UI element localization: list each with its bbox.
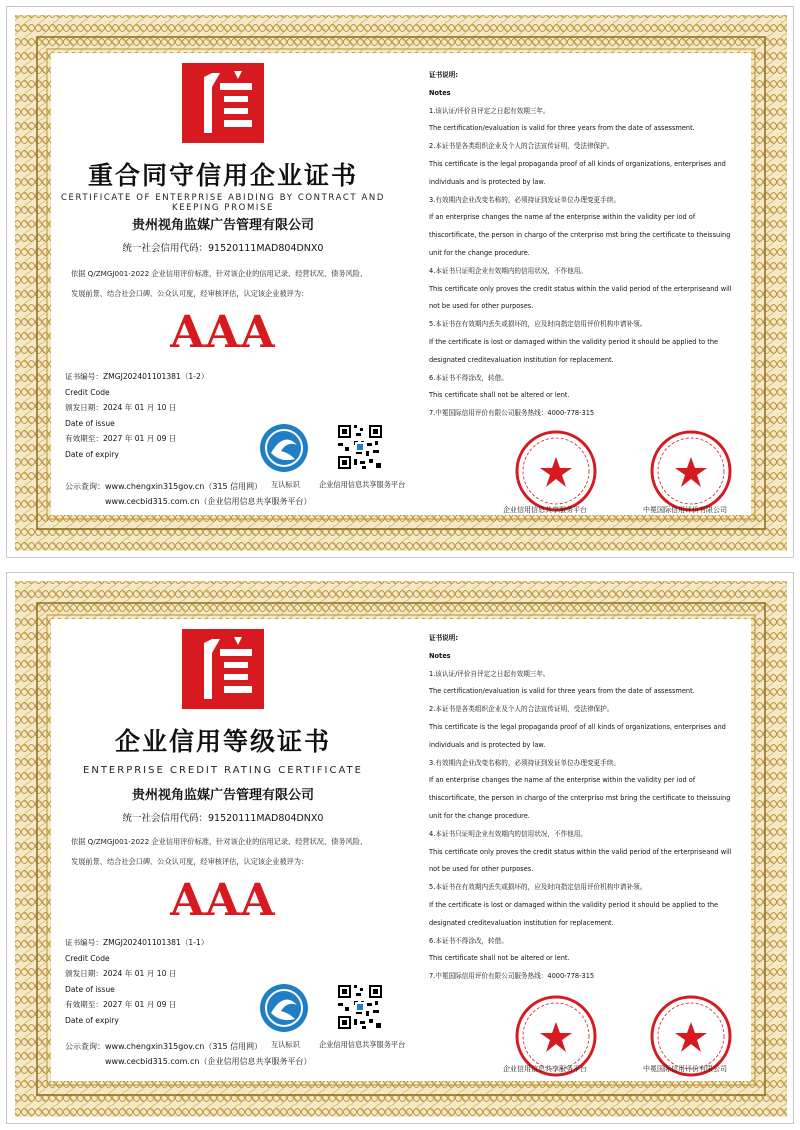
certificate-body xyxy=(51,53,751,515)
issue-date: 颁发日期：2024 年 01 月 10 日 xyxy=(65,969,177,978)
qr-caption: 企业信用信息共享服务平台 xyxy=(319,480,406,489)
qr-code-icon xyxy=(336,983,384,1031)
certificate-subtitle: ENTERPRISE CREDIT RATING CERTIFICATE xyxy=(83,765,363,776)
red-seal-stamp-icon xyxy=(649,429,733,513)
expiry-date-en: Date of expiry xyxy=(65,1015,119,1025)
rating-basis: 依据 Q/ZMGJ001-2022 企业信用评价标准，针对该企业的信用记录、经营状况、债务风险、 发展前景、结合社会口碑、公众认可度，经审核评估，认定该企业被评为： xyxy=(71,837,368,866)
company-name: 贵州视角监媒广告管理有限公司 xyxy=(131,218,314,233)
recognition-badge-icon xyxy=(259,983,309,1033)
qr-caption: 企业信用信息共享服务平台 xyxy=(319,1040,406,1049)
certificate-number: 证书编号：ZMGJ202401101381（1-1） xyxy=(65,938,209,947)
credit-grade: AAA xyxy=(170,307,276,358)
query-line-2: www.cecbid315.com.cn（企业信用信息共享服务平台） xyxy=(105,497,312,506)
certificate-contract-abiding xyxy=(6,6,794,558)
notes-title: 证书说明: xyxy=(429,634,459,642)
credit-logo-icon xyxy=(182,629,264,709)
certificate-credit-rating xyxy=(6,572,794,1124)
certificate-meta xyxy=(65,935,208,1028)
public-query xyxy=(65,479,311,509)
query-line-1: 公示查询：www.chengxin315gov.cn（315 信用网） xyxy=(65,1042,263,1051)
qr-code-icon xyxy=(336,423,384,471)
badge-caption: 互认标识 xyxy=(271,480,300,489)
certificate-notes: 证书说明: Notes 1.该认证/评价自评定之日起有效期三年。 The certification/evaluation is valid for three years from the date of assessment. 2.本证书是各类组织企业及个人的合法宣传证明，受法律保护。 This certificate is the legal propaganda proof of all kinds of organizations, enterprises and individuals and is protected by law. 3.有效期内企业改变名称的，必须持证到发证单位办理变更手续。 If an enterprise changes the name af the enterprise within the validity per iod of thiscortificate, the person in chargo of the cnterpriso mst bring the certificate to theissuing unit for the change procedure. 4.本证书只证明企业有效期内的信用状况，不作他用。 This certificate only proves the credit status within the valid period of the erterpriseand will not be used for other purposes. 5.本证书在有效期内丢失或损坏的，应及时向指定信用评价机构申请补领。 If the certificate is lost or damaged within the validity period it should be applied to the designated creditevaluation institution for replacement. 6.本证书不得涂改，转借。 This certificate shall not be altered or lent. 7.中冕国际信用评价有限公司服务热线：4000-778-315 xyxy=(429,630,747,986)
credit-grade: AAA xyxy=(170,875,276,926)
query-line-2: www.cecbid315.com.cn（企业信用信息共享服务平台） xyxy=(105,1057,312,1066)
expiry-date: 有效期至：2027 年 01 月 09 日 xyxy=(65,434,177,443)
seal-caption-company: 中冕国际信用评价有限公司 xyxy=(643,506,727,514)
rating-basis: 依据 Q/ZMGJ001-2022 企业信用评价标准，针对该企业的信用记录、经营状况、债务风险、 发展前景、结合社会口碑、公众认可度，经审核评估，认定该企业被评为： xyxy=(71,269,368,298)
seal-caption-company: 中冕国际信用评价有限公司 xyxy=(643,1065,727,1073)
badge-caption: 互认标识 xyxy=(271,1040,300,1049)
certificate-subtitle: CERTIFICATE OF ENTERPRISE ABIDING BY CONTRACT AND KEEPING PROMISE xyxy=(61,193,385,213)
credit-code: 统一社会信用代码：91520111MAD804DNX0 xyxy=(122,813,324,824)
certificate-title: 企业信用等级证书 xyxy=(114,727,331,756)
certificate-title: 重合同守信用企业证书 xyxy=(87,161,358,190)
certificate-number: 证书编号：ZMGJ202401101381（1-2） xyxy=(65,372,209,381)
credit-logo-icon xyxy=(182,63,264,143)
query-line-1: 公示查询：www.chengxin315gov.cn（315 信用网） xyxy=(65,482,263,491)
certificate-meta xyxy=(65,369,208,462)
issue-date: 颁发日期：2024 年 01 月 10 日 xyxy=(65,403,177,412)
credit-code-en: Credit Code xyxy=(65,387,110,397)
certificate-body xyxy=(51,619,751,1081)
issue-date-en: Date of issue xyxy=(65,984,115,994)
seal-caption-platform: 企业信用信息共享服务平台 xyxy=(503,1065,587,1073)
expiry-date: 有效期至：2027 年 01 月 09 日 xyxy=(65,1000,177,1009)
notes-subtitle: Notes xyxy=(429,88,451,97)
red-seal-stamp-icon xyxy=(514,429,598,513)
recognition-badge-icon xyxy=(259,423,309,473)
notes-subtitle: Notes xyxy=(429,651,451,660)
credit-code: 统一社会信用代码：91520111MAD804DNX0 xyxy=(122,243,324,254)
credit-code-en: Credit Code xyxy=(65,953,110,963)
company-name: 贵州视角监媒广告管理有限公司 xyxy=(131,788,314,803)
certificate-notes: 证书说明: Notes 1.该认证/评价自评定之日起有效期三年。 The certification/evaluation is valid for three years from the date of assessment. 2.本证书是各类组织企业及个人的合法宣传证明，受法律保护。 This certificate is the legal propaganda proof of all kinds of organizations, enterprises and individuals and is protected by law. 3.有效期内企业改变名称的，必须持证到发证单位办理变更手续。 If an enterprise changes the name af the enterprise within the validity per iod of thiscortificate, the person in chargo of the cnterpriso mst bring the certificate to theissuing unit for the change procedure. 4.本证书只证明企业有效期内的信用状况，不作他用。 This certificate only proves the credit status within the valid period of the erterpriseand will not be used for other purposes. 5.本证书在有效期内丢失或损坏的，应及时向指定信用评价机构申请补领。 If the certificate is lost or damaged within the validity period it should be applied to the designated creditevaluation institution for replacement. 6.本证书不得涂改，转借。 This certificate shall not be altered or lent. 7.中冕国际信用评价有限公司服务热线：4000-778-315 xyxy=(429,67,747,423)
notes-title: 证书说明: xyxy=(429,71,459,79)
issue-date-en: Date of issue xyxy=(65,418,115,428)
expiry-date-en: Date of expiry xyxy=(65,449,119,459)
public-query xyxy=(65,1039,311,1069)
seal-caption-platform: 企业信用信息共享服务平台 xyxy=(503,506,587,514)
